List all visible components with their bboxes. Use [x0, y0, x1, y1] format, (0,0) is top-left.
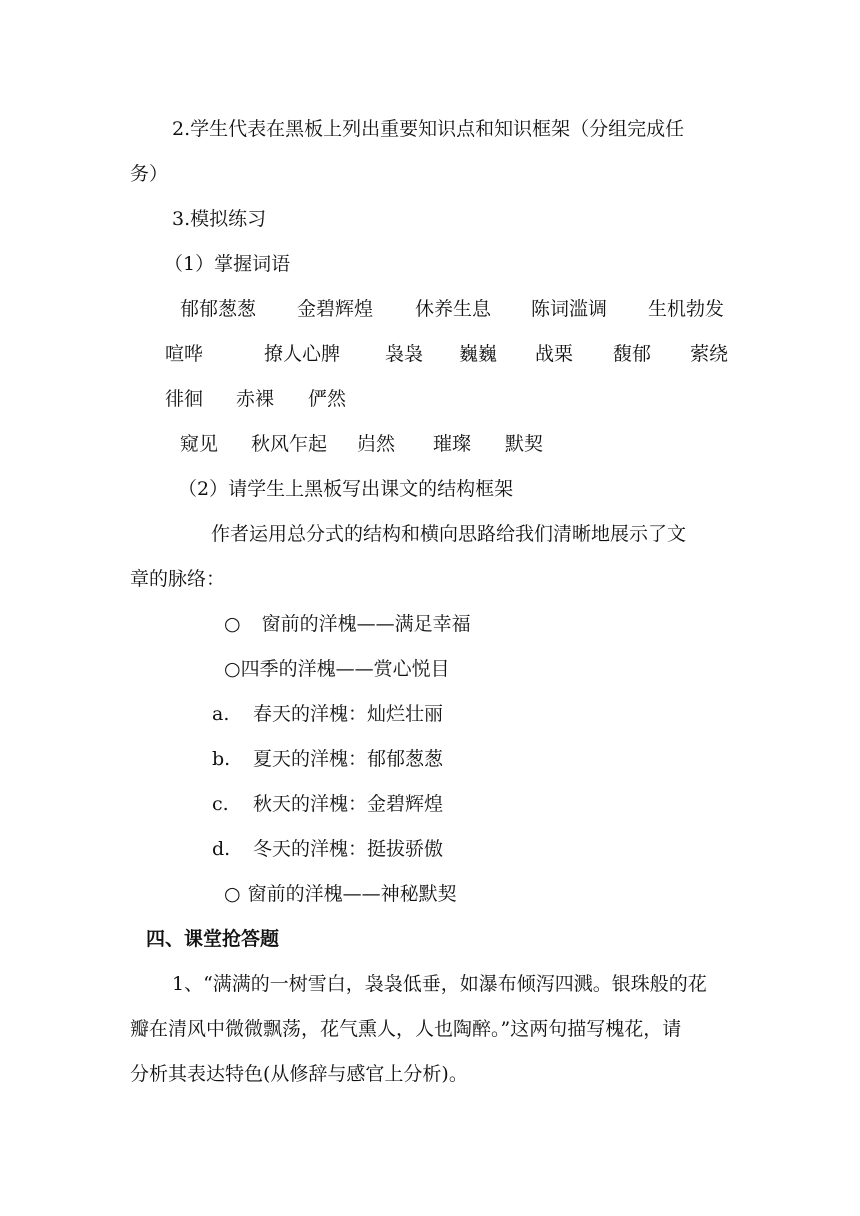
sub2-heading: （2）请学生上黑板写出课文的结构框架: [178, 478, 514, 500]
vocab-word: 袅袅: [385, 343, 424, 365]
season-text: 春天的洋槐：灿烂壮丽: [253, 703, 444, 725]
season-marker: c.: [212, 793, 229, 815]
vocab-word: 生机勃发: [648, 298, 725, 320]
season-marker: d.: [212, 838, 231, 860]
circle-bullet-icon: ○: [224, 658, 241, 680]
season-text: 冬天的洋槐：挺拔骄傲: [253, 838, 444, 860]
season-item: [212, 702, 443, 726]
sub1-heading: （1）掌握词语: [164, 253, 291, 275]
item2-line2: 务）: [130, 163, 169, 185]
season-marker: b.: [212, 748, 231, 770]
season-marker: a.: [212, 703, 230, 725]
outline-part2: [224, 657, 450, 681]
outline-part1: [224, 612, 471, 636]
vocab-word: 赤裸: [236, 388, 275, 410]
vocab-word: 俨然: [308, 388, 347, 410]
season-item: [212, 837, 443, 861]
season-item: [212, 792, 443, 816]
vocab-word: 巍巍: [459, 343, 498, 365]
circle-bullet-icon: ○: [224, 613, 241, 635]
question1-line2: 瓣在清风中微微飘荡，花气熏人，人也陶醉。”这两句描写槐花，请: [130, 1018, 682, 1040]
vocab-row4: [0, 432, 860, 456]
vocab-word: 郁郁葱葱: [180, 298, 257, 320]
vocab-word: 窥见: [180, 433, 219, 455]
outline-part3: [224, 882, 457, 906]
outline-part2-text: 四季的洋槐——赏心悦目: [240, 658, 450, 680]
vocab-word: 默契: [505, 433, 544, 455]
vocab-word: 撩人心脾: [264, 343, 341, 365]
vocab-row3: [0, 387, 860, 411]
outline-part3-text: 窗前的洋槐——神秘默契: [247, 883, 457, 905]
outline-part1-text: 窗前的洋槐——满足幸福: [261, 613, 471, 635]
section4-heading: 四、课堂抢答题: [146, 928, 280, 950]
vocab-word: 璀璨: [433, 433, 472, 455]
vocab-word: 陈词滥调: [531, 298, 608, 320]
vocab-word: 馥郁: [613, 343, 652, 365]
vocab-word: 岿然: [357, 433, 396, 455]
item3-heading: 3.模拟练习: [172, 208, 267, 230]
vocab-word: 战栗: [535, 343, 574, 365]
vocab-row1: [0, 297, 860, 321]
intro-line1: 作者运用总分式的结构和横向思路给我们清晰地展示了文: [211, 523, 687, 545]
vocab-word: 徘徊: [165, 388, 204, 410]
vocab-word: 秋风乍起: [251, 433, 328, 455]
season-text: 秋天的洋槐：金碧辉煌: [253, 793, 444, 815]
vocab-word: 金碧辉煌: [297, 298, 374, 320]
item2-line1: 2.学生代表在黑板上列出重要知识点和知识框架（分组完成任: [172, 118, 685, 140]
season-text: 夏天的洋槐：郁郁葱葱: [253, 748, 444, 770]
question1-line1: 1、“满满的一树雪白，袅袅低垂，如瀑布倾泻四溅。银珠般的花: [172, 973, 707, 995]
vocab-row2: [0, 342, 860, 366]
season-item: [212, 747, 443, 771]
vocab-word: 萦绕: [690, 343, 729, 365]
intro-line2: 章的脉络：: [130, 568, 226, 590]
vocab-word: 喧哗: [165, 343, 204, 365]
vocab-word: 休养生息: [415, 298, 492, 320]
circle-bullet-icon: ○: [224, 883, 241, 905]
question1-line3: 分析其表达特色(从修辞与感官上分析)。: [130, 1063, 468, 1085]
